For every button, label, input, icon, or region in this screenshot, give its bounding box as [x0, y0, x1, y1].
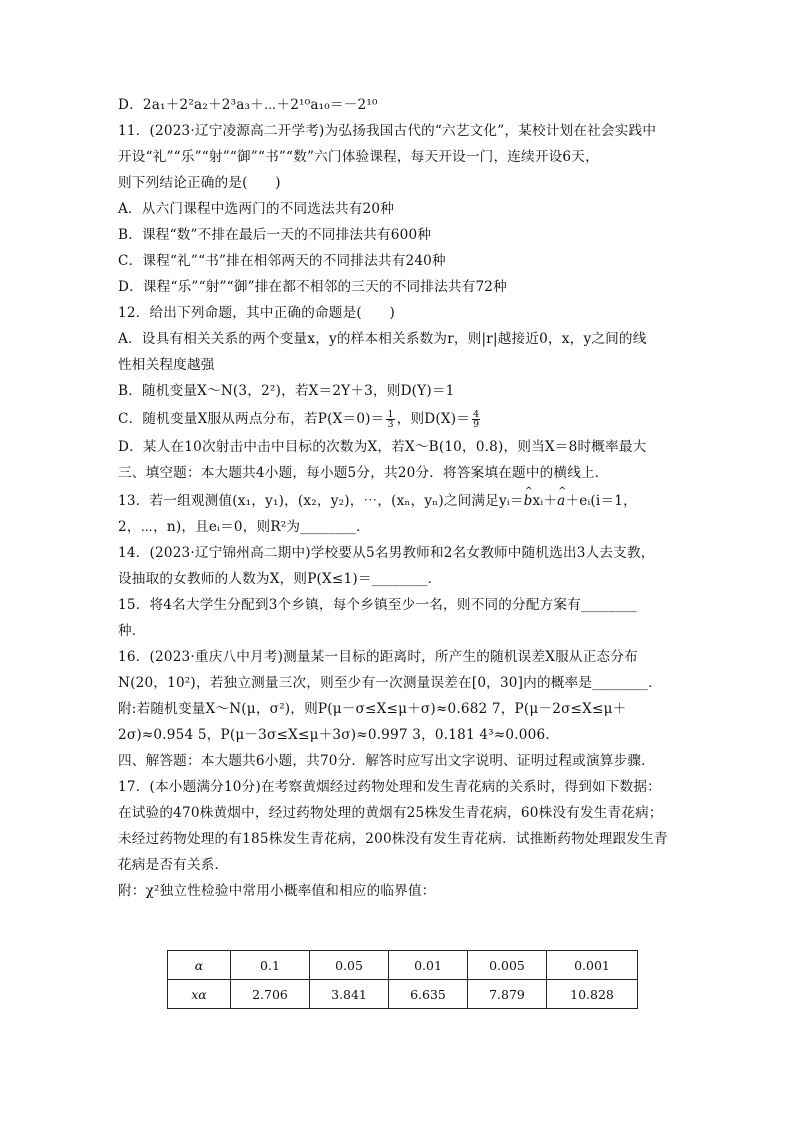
question-14-line-2: 设抽取的女教师的人数为X，则P(X≤1)＝________．: [118, 571, 442, 587]
option-d-q10: D．2a₁＋2²a₂＋2³a₃＋⋯＋2¹⁰a₁₀＝－2¹⁰: [118, 97, 378, 113]
table-cell: 0.001: [547, 951, 638, 980]
table-cell: 0.1: [231, 951, 310, 980]
fraction-numerator: 4: [473, 409, 480, 420]
table-head-x-alpha: xα: [168, 980, 231, 1009]
question-17-line-4: 花病是否有关系．: [118, 857, 229, 873]
section-4-heading: 四、解答题：本大题共6小题，共70分．解答时应写出文字说明、证明过程或演算步骤．: [118, 753, 655, 769]
fraction-one-third: [386, 410, 394, 429]
question-13-text-3: ＋eᵢ(i＝1，: [565, 493, 637, 509]
question-11-line-1: 11．(2023·辽宁凌源高二开学考)为弘扬我国古代的“六艺文化”，某校计划在社会实践中: [118, 123, 657, 139]
option-a-q12-line-1: A．设具有相关关系的两个变量x，y的样本相关系数为r，则|r|越接近0，x，y之间的线: [118, 331, 647, 347]
option-d-q12: D．某人在10次射击中击中目标的次数为X，若X～B(10，0.8)，则当X＝8时概率最大: [118, 439, 647, 455]
table-cell: 2.706: [231, 980, 310, 1009]
table-cell: 0.05: [310, 951, 389, 980]
table-caption: 附：χ²独立性检验中常用小概率值和相应的临界值：: [118, 883, 436, 899]
option-d-q11: D．课程“乐”“射”“御”排在都不相邻的三天的不同排法共有72种: [118, 279, 507, 295]
question-13-line-1: [118, 491, 637, 511]
question-13-line-2: 2，⋯，n)，且eᵢ＝0，则R²为________．: [118, 519, 370, 535]
question-13-text-1: 13．若一组观测值(x₁，y₁)，(x₂，y₂)，⋯，(xₙ，yₙ)之间满足yᵢ＝: [118, 493, 524, 509]
option-c-q12-text-2: ，则D(X)＝: [396, 411, 471, 427]
table-cell: 0.01: [389, 951, 468, 980]
table-row: [168, 980, 638, 1009]
question-17-line-3: 未经过药物处理的有185株发生青花病，200株没有发生青花病．试推断药物处理跟发生青: [118, 831, 668, 847]
question-13-text-2: xᵢ＋: [532, 493, 558, 509]
question-11-line-3: 则下列结论正确的是( ): [118, 175, 281, 191]
question-17-line-1: 17．(本小题满分10分)在考察黄烟经过药物处理和发生青花病的关系时，得到如下数据：: [118, 779, 661, 795]
question-16-line-2: N(20，10²)，若独立测量三次，则至少有一次测量误差在[0，30]内的概率是________．: [118, 675, 662, 691]
fraction-numerator: 1: [387, 409, 394, 420]
table-cell: 0.005: [468, 951, 547, 980]
b-hat-symbol: ^ b: [524, 491, 533, 511]
question-15-line-2: 种．: [118, 623, 146, 639]
question-15-line-1: 15．将4名大学生分配到3个乡镇，每个乡镇至少一名，则不同的分配方案有________: [118, 597, 637, 613]
option-c-q11: C．课程“礼”“书”排在相邻两天的不同排法共有240种: [118, 253, 446, 269]
table-row: [168, 951, 638, 980]
question-16-note-line-2: 2σ)≈0.954 5，P(μ－3σ≤X≤μ＋3σ)≈0.997 3，0.181 4³≈0.006．: [118, 727, 560, 743]
question-16-note-line-1: 附:若随机变量X～N(μ，σ²)，则P(μ－σ≤X≤μ＋σ)≈0.682 7，P(μ－2σ≤X≤μ＋: [118, 701, 627, 717]
fraction-denominator: 3: [387, 419, 394, 430]
fraction-denominator: 9: [473, 419, 480, 430]
table-cell: 10.828: [547, 980, 638, 1009]
question-12-stem: 12．给出下列命题，其中正确的命题是( ): [118, 305, 395, 321]
table-cell: 6.635: [389, 980, 468, 1009]
table-head-alpha: α: [168, 951, 231, 980]
section-3-heading: 三、填空题：本大题共4小题，每小题5分，共20分．将答案填在题中的横线上．: [118, 465, 609, 481]
option-a-q12-line-2: 性相关程度越强: [118, 357, 215, 373]
fraction-four-ninths: [472, 410, 480, 429]
table-cell: 7.879: [468, 980, 547, 1009]
table-cell: 3.841: [310, 980, 389, 1009]
option-c-q12: [118, 409, 482, 429]
option-a-q11: A．从六门课程中选两门的不同选法共有20种: [118, 201, 395, 217]
critical-value-table: [167, 950, 638, 1009]
question-11-line-2: 开设“礼”“乐”“射”“御”“书”“数”六门体验课程，每天开设一门，连续开设6天，: [118, 149, 599, 165]
question-14-line-1: 14．(2023·辽宁锦州高二期中)学校要从5名男教师和2名女教师中随机选出3人去支教，: [118, 545, 655, 561]
option-c-q12-text-1: C．随机变量X服从两点分布，若P(X＝0)＝: [118, 411, 385, 427]
question-16-line-1: 16．(2023·重庆八中月考)测量某一目标的距离时，所产生的随机误差X服从正态分布: [118, 649, 638, 665]
a-hat-symbol: ^ a: [557, 491, 565, 511]
option-b-q11: B．课程“数”不排在最后一天的不同排法共有600种: [118, 227, 432, 243]
question-17-line-2: 在试验的470株黄烟中，经过药物处理的黄烟有25株发生青花病，60株没有发生青花病；: [118, 805, 663, 821]
option-b-q12: B．随机变量X～N(3，2²)，若X＝2Y＋3，则D(Y)＝1: [118, 383, 455, 399]
